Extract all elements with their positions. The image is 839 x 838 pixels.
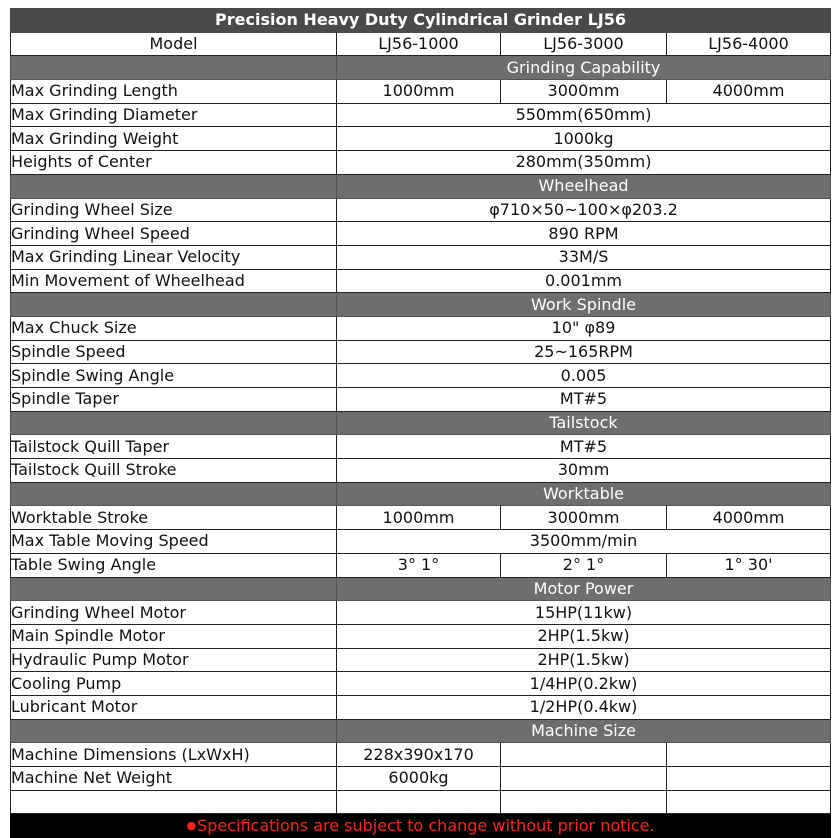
section-title: Work Spindle xyxy=(337,293,831,317)
footer-note: Specifications are subject to change without prior notice. xyxy=(197,815,655,835)
spec-value: 228x390x170 xyxy=(337,743,501,767)
spec-value: 1/2HP(0.4kw) xyxy=(337,695,831,719)
spec-label: Grinding Wheel Size xyxy=(11,198,337,222)
spec-label: Max Grinding Diameter xyxy=(11,103,337,127)
table-row xyxy=(11,340,831,364)
model-name: LJ56-1000 xyxy=(337,32,501,56)
table-row xyxy=(11,151,831,175)
spec-value: 10" φ89 xyxy=(337,316,831,340)
spec-label: Max Grinding Weight xyxy=(11,127,337,151)
section-blank-cell xyxy=(11,577,337,601)
table-row xyxy=(11,624,831,648)
spec-label: Lubricant Motor xyxy=(11,695,337,719)
spec-value: 4000mm xyxy=(667,80,831,104)
section-title: Tailstock xyxy=(337,411,831,435)
table-row xyxy=(11,103,831,127)
spec-value: 1000kg xyxy=(337,127,831,151)
spec-value: 1000mm xyxy=(337,506,501,530)
spec-value: 2HP(1.5kw) xyxy=(337,624,831,648)
section-header-row xyxy=(11,411,831,435)
table-row xyxy=(11,127,831,151)
spec-value: 1° 30' xyxy=(667,553,831,577)
spec-value: 33M/S xyxy=(337,245,831,269)
spec-value: 280mm(350mm) xyxy=(337,151,831,175)
section-header-row xyxy=(11,293,831,317)
spec-value: 550mm(650mm) xyxy=(337,103,831,127)
spec-label: Max Table Moving Speed xyxy=(11,530,337,554)
spec-label: Grinding Wheel Speed xyxy=(11,222,337,246)
spec-label: Tailstock Quill Taper xyxy=(11,435,337,459)
spec-label: Max Chuck Size xyxy=(11,316,337,340)
spec-label: Machine Dimensions (LxWxH) xyxy=(11,743,337,767)
spec-label xyxy=(11,790,337,814)
spec-value: 0.005 xyxy=(337,364,831,388)
section-title: Motor Power xyxy=(337,577,831,601)
table-row xyxy=(11,672,831,696)
spec-label: Spindle Swing Angle xyxy=(11,364,337,388)
model-name: LJ56-3000 xyxy=(501,32,667,56)
spec-label: Max Grinding Length xyxy=(11,80,337,104)
section-header-row xyxy=(11,56,831,80)
table-row xyxy=(11,530,831,554)
table-row xyxy=(11,506,831,530)
table-row xyxy=(11,198,831,222)
spec-value: 3000mm xyxy=(501,80,667,104)
section-title: Wheelhead xyxy=(337,174,831,198)
section-blank-cell xyxy=(11,411,337,435)
table-row xyxy=(11,695,831,719)
spec-value: 4000mm xyxy=(667,506,831,530)
section-blank-cell xyxy=(11,56,337,80)
spec-label: Worktable Stroke xyxy=(11,506,337,530)
section-header-row xyxy=(11,719,831,743)
spec-value: 890 RPM xyxy=(337,222,831,246)
spec-value xyxy=(501,743,667,767)
spec-value: 15HP(11kw) xyxy=(337,601,831,625)
model-label: Model xyxy=(11,32,337,56)
table-row xyxy=(11,80,831,104)
spec-label: Cooling Pump xyxy=(11,672,337,696)
spec-label: Max Grinding Linear Velocity xyxy=(11,245,337,269)
spec-value: 3000mm xyxy=(501,506,667,530)
spec-value xyxy=(667,743,831,767)
spec-value xyxy=(501,767,667,791)
spec-value: 25~165RPM xyxy=(337,340,831,364)
table-row xyxy=(11,459,831,483)
spec-label: Machine Net Weight xyxy=(11,767,337,791)
spec-value xyxy=(501,790,667,814)
table-row xyxy=(11,790,831,814)
table-row xyxy=(11,222,831,246)
section-title: Machine Size xyxy=(337,719,831,743)
footer-note-cell xyxy=(11,814,831,838)
section-blank-cell xyxy=(11,719,337,743)
table-row xyxy=(11,601,831,625)
spec-value: 3500mm/min xyxy=(337,530,831,554)
spec-value: 30mm xyxy=(337,459,831,483)
spec-label: Min Movement of Wheelhead xyxy=(11,269,337,293)
spec-value: 3° 1° xyxy=(337,553,501,577)
table-row xyxy=(11,435,831,459)
spec-value: 2° 1° xyxy=(501,553,667,577)
title-row xyxy=(11,9,831,33)
model-row xyxy=(11,32,831,56)
spec-value: MT#5 xyxy=(337,388,831,412)
table-row xyxy=(11,743,831,767)
spec-value: 0.001mm xyxy=(337,269,831,293)
spec-value xyxy=(667,767,831,791)
spec-value: 6000kg xyxy=(337,767,501,791)
table-row xyxy=(11,364,831,388)
spec-value: 2HP(1.5kw) xyxy=(337,648,831,672)
spec-label: Spindle Speed xyxy=(11,340,337,364)
section-blank-cell xyxy=(11,482,337,506)
spec-label: Table Swing Angle xyxy=(11,553,337,577)
spec-label: Main Spindle Motor xyxy=(11,624,337,648)
footer-row xyxy=(11,814,831,838)
table-row xyxy=(11,269,831,293)
table-row xyxy=(11,553,831,577)
section-header-row xyxy=(11,577,831,601)
spec-table xyxy=(10,8,831,838)
section-header-row xyxy=(11,174,831,198)
spec-value xyxy=(667,790,831,814)
section-title: Grinding Capability xyxy=(337,56,831,80)
table-row xyxy=(11,245,831,269)
section-blank-cell xyxy=(11,174,337,198)
spec-label: Heights of Center xyxy=(11,151,337,175)
spec-label: Tailstock Quill Stroke xyxy=(11,459,337,483)
table-title: Precision Heavy Duty Cylindrical Grinder LJ56 xyxy=(11,9,831,33)
table-row xyxy=(11,316,831,340)
table-row xyxy=(11,767,831,791)
bullet-icon: ● xyxy=(186,818,197,832)
spec-label: Spindle Taper xyxy=(11,388,337,412)
model-name: LJ56-4000 xyxy=(667,32,831,56)
spec-value: 1/4HP(0.2kw) xyxy=(337,672,831,696)
spec-label: Hydraulic Pump Motor xyxy=(11,648,337,672)
spec-value: φ710×50~100×φ203.2 xyxy=(337,198,831,222)
section-blank-cell xyxy=(11,293,337,317)
section-title: Worktable xyxy=(337,482,831,506)
spec-value: 1000mm xyxy=(337,80,501,104)
spec-label: Grinding Wheel Motor xyxy=(11,601,337,625)
table-row xyxy=(11,648,831,672)
spec-value xyxy=(337,790,501,814)
spec-value: MT#5 xyxy=(337,435,831,459)
section-header-row xyxy=(11,482,831,506)
table-row xyxy=(11,388,831,412)
